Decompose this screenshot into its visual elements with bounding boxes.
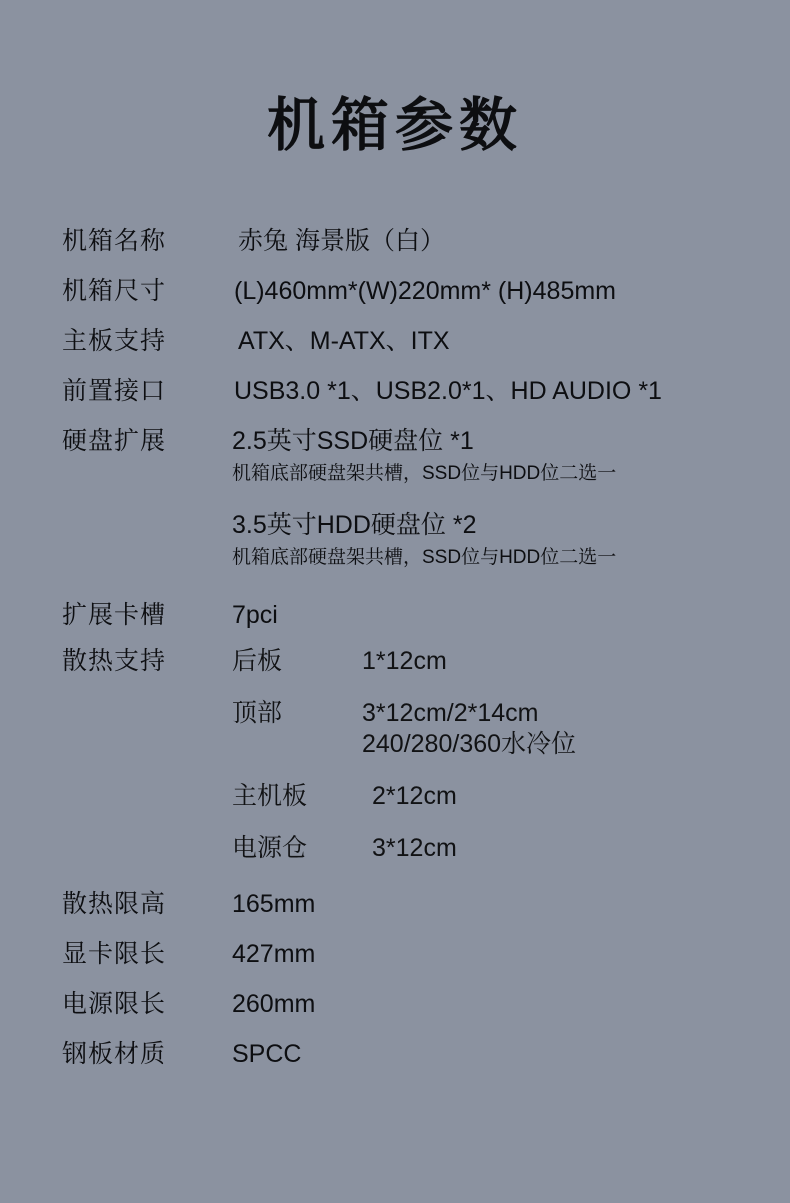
spec-label: 扩展卡槽 (62, 601, 167, 629)
table-row (62, 598, 770, 632)
storage-entry-note: 机箱底部硬盘架共槽，SSD位与HDD位二选一 (232, 547, 617, 568)
table-row (62, 987, 770, 1021)
spec-label: 钢板材质 (62, 1040, 167, 1068)
table-row-storage (62, 424, 770, 572)
spec-value: 7pci (232, 601, 278, 629)
spec-value: USB3.0 *1、USB2.0*1、HD AUDIO *1 (234, 377, 662, 405)
spec-label: 前置接口 (62, 377, 167, 405)
spec-value: 赤兔 海景版（白） (238, 227, 445, 255)
cooling-row (232, 696, 770, 761)
cooling-value: 3*12cm/2*14cm (362, 699, 539, 727)
cooling-position: 后板 (232, 647, 283, 675)
table-row (62, 937, 770, 971)
spec-label: 显卡限长 (62, 940, 167, 968)
page-title: 机箱参数 (266, 93, 523, 158)
cooling-row (232, 644, 770, 678)
table-row (62, 324, 770, 358)
table-row (62, 1037, 770, 1071)
table-row (62, 887, 770, 921)
storage-entry-note: 机箱底部硬盘架共槽，SSD位与HDD位二选一 (232, 463, 617, 484)
cooling-position: 顶部 (232, 699, 283, 727)
storage-entry-main: 2.5英寸SSD硬盘位 *1 (232, 427, 474, 455)
cooling-value: 2*12cm (372, 782, 457, 810)
spec-value: 165mm (232, 890, 316, 918)
table-row (62, 374, 770, 408)
spec-table (0, 224, 790, 1071)
spec-label: 硬盘扩展 (62, 427, 167, 455)
spec-value: 260mm (232, 990, 316, 1018)
cooling-row (232, 831, 770, 865)
spec-value: ATX、M-ATX、ITX (238, 327, 450, 355)
storage-entry-main: 3.5英寸HDD硬盘位 *2 (232, 511, 477, 539)
table-row-cooling (62, 644, 770, 883)
spec-value: SPCC (232, 1040, 302, 1068)
cooling-position: 电源仓 (232, 834, 308, 862)
spec-label: 电源限长 (62, 990, 167, 1018)
cooling-row (232, 779, 770, 813)
table-row (62, 224, 770, 258)
cooling-position: 主机板 (232, 782, 308, 810)
table-row (62, 274, 770, 308)
cooling-list (212, 644, 770, 883)
spec-value: 427mm (232, 940, 316, 968)
cooling-value-secondary: 240/280/360水冷位 (362, 730, 577, 758)
spec-label: 主板支持 (62, 327, 167, 355)
spec-label: 散热支持 (62, 647, 167, 675)
spec-value: (L)460mm*(W)220mm* (H)485mm (234, 277, 616, 305)
spec-label: 机箱名称 (62, 227, 167, 255)
spec-label: 机箱尺寸 (62, 277, 167, 305)
cooling-value: 3*12cm (372, 834, 457, 862)
spec-label: 散热限高 (62, 890, 167, 918)
cooling-value: 1*12cm (362, 647, 447, 675)
